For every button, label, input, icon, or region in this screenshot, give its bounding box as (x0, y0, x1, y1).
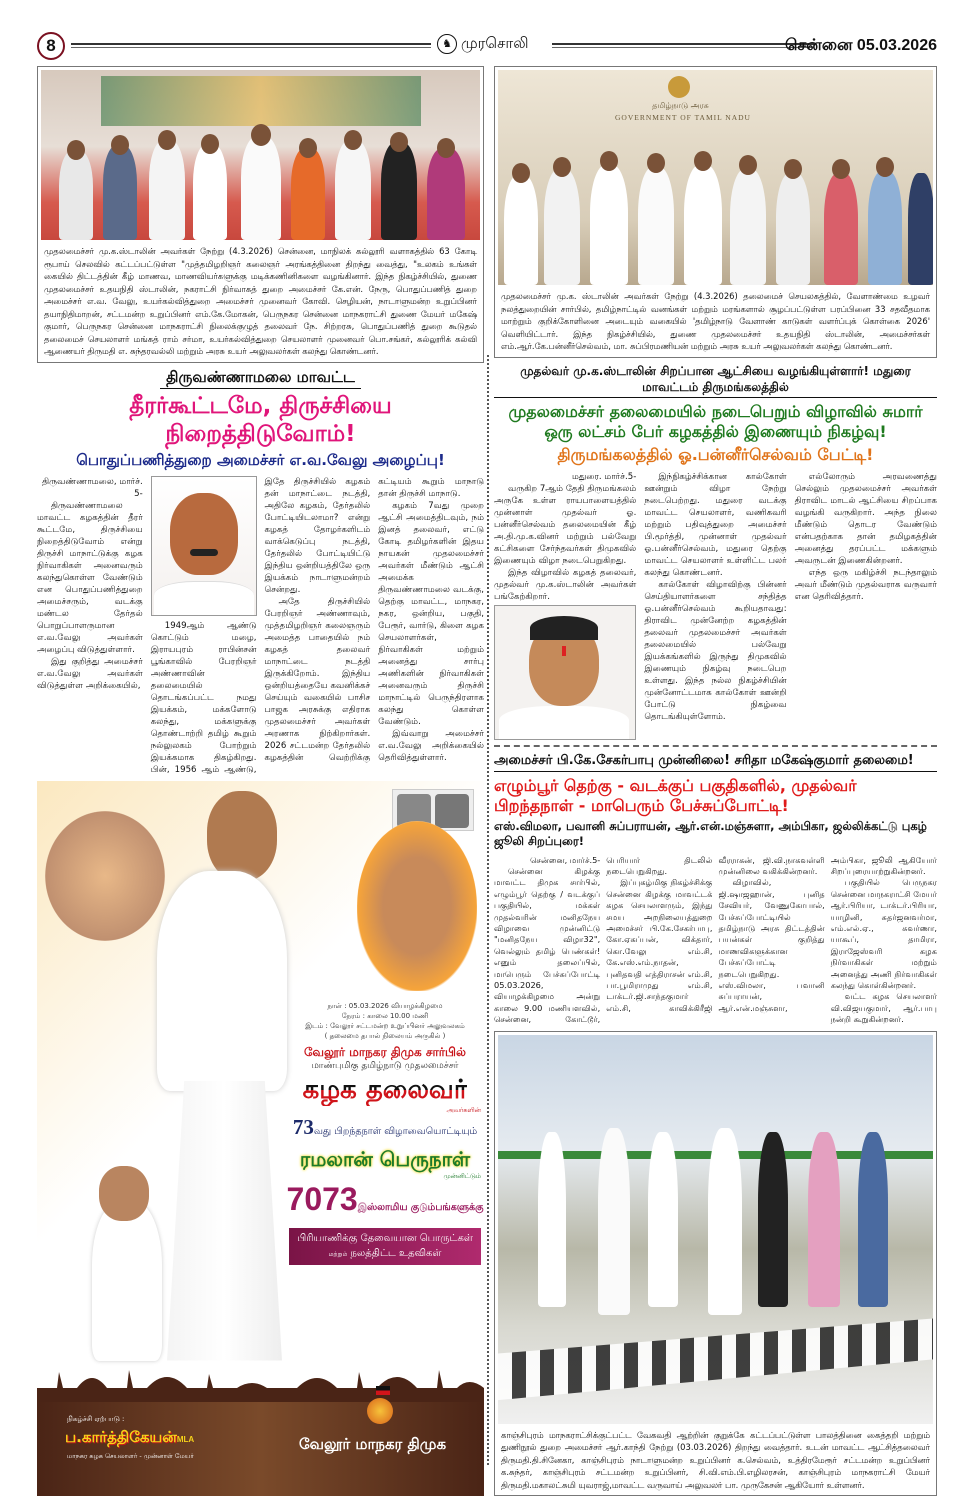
dateline: சென்னை, மார்ச்.5- (530, 854, 601, 865)
footer-org: வேலூர் மாநகர திமுக (299, 1435, 447, 1453)
band-and: மற்றும் (328, 1250, 348, 1258)
article-body (494, 471, 937, 740)
header-rule (71, 43, 431, 48)
band-line-1: பிரியாணிக்கு தேவையான பொருட்கள் (297, 1232, 473, 1244)
paragraph: கால்கோள் விழாவிற்கு பின்னர் செய்தியாளர்களை சந்தித்த ஓ.பன்னீர்செல்வம் கூறியதாவது: திராவிட முன்னேற்ற கழகத்தின் தலைவர் முதலமைச்சர் அவர்கள் தலைமையில் பல்வேறு இயக்கங்களில் இருந்து திமுகவில் இணையும் நிகழ்வு நடைபெற உள்ளது. இந்த நல்ல நிகழ்ச்சியின் முன்னோட்டமாக கால்கோள் ஊன்றி போட்டு நிகழ்வை தொடங்கியுள்ளோம். (644, 579, 787, 722)
photo-caption: முதலமைச்சர் மு.க. ஸ்டாலின் அவர்கள் நேற்று (4.3.2026) தலைமைச் செயலகத்தில், வேளாண்மை உழவர் நலத்துறையின் சார்பில், தமிழ்நாட்டில் வனங்கள் மற்றும் மரங்களால் சூழப்பட்டுள்ள பரப்பினை 33 சதவீதமாக மாற்றும் குறிக்கோளினை அடையும் வகையில் 'தமிழ்நாடு வேளாண் காடுகள் வளர்ப்புக் கொள்கை 2026' வெளியிட்டார். இந்த நிகழ்ச்சியில், துணை முதலமைச்சர் உதயநிதி ஸ்டாலின், அமைச்சர்கள் எம்.ஆர்.கே.பன்னீர்செல்வம், மா. சுப்பிரமணியன் மற்றும் அரசு உயர் அலுவலர்கள் கலந்து கொண்டனர். (501, 291, 930, 351)
paragraph: 1949ஆம் ஆண்டு கொட்டும் மழை, இராயபுரம் ராபின்சன் பூங்காவில் பேரறிஞர் அண்ணாவின் தலைமையில் தொடங்கப்பட்ட நமது இயக்கம், மக்களோடு கலந்து, மக்களுக்கு தொண்டாற்றி தமிழ் கூறும் நல்லுலகம் போற்றும் இயக்கமாக திகழ்கிறது. பின், 1956 ஆம் ஆண்டு, இதே திருச்சியில் கழகம் தன் மாநாட்டை நடத்தி, அதிலே கழகம், தேர்தலில் போட்டியிடலாமா? என்று கழகத் தோழர்களிடம் வாக்கெடுப்பு நடத்தி, தேர்தலில் போட்டியிட்டு இந்திய ஒன்றியத்திலே ஒரு இயக்கம் நாடாளுமன்றம் சென்றது. (150, 476, 371, 775)
event-venue: இடம் : வேலூர் சட்டமன்ற உறுப்பினர் அலுவலகம் (305, 1021, 465, 1030)
article-subhead: எஸ்.விமலா, பவானி சுப்பராயன், ஆர்.என்.மஞ்சுளா, அம்பிகா, ஜல்லிக்கட்டு புகழ் ஜூலி சிறப்புரை! (494, 818, 927, 848)
paragraph: திருவண்ணாமலை மாவட்ட கழகத்தின் தீரர் கூட்டமே, திருச்சியை நிறைத்திடுவோம் என்று திருச்சி மாநாட்டுக்கு கழக நிர்வாகிகள் அனைவரும் கலந்துகொள்ள வேண்டும் என பொதுப்பணித்துறை அமைச்சரும், வடக்கு மண்டல தேர்தல் பொறுப்பாளருமான எ.வ.வேலு அவர்கள் அழைப்பு விடுத்துள்ளார். (37, 500, 143, 655)
article-headline: எழும்பூர் தெற்கு - வடக்குப் பகுதிகளில், முதல்வர் பிறந்தநாள் - மாபெரும் பேச்சுப்போட்டி! (494, 775, 857, 815)
top-left-photo-story (37, 66, 484, 363)
article-egmore (494, 752, 937, 1026)
article-body (37, 476, 484, 776)
paragraph: இது குறித்து அமைச்சர் எ.வ.வேலு அவர்கள் விடுத்துள்ள அறிக்கையில், (37, 656, 143, 691)
mosque-skyline-icon (37, 1366, 484, 1402)
page-number: 8 (37, 32, 65, 60)
column-divider (487, 355, 489, 1465)
ad-host: வேலூர் மாநகர திமுக சார்பில் (304, 1044, 466, 1059)
paragraph: இப்புகழ்மிகு நிகழ்ச்சிக்கு சென்னை கிழக்கு மாவட்டக் கழக செயலாளரும், இந்து சமய அறநிலையத்துறை அமைச்சர் பி.கே.சேகர்பாபு, கோ.ஏகப்பன், விக்தார், கொ.வேலு எம்.சி, கே.எஸ்.எம்.நாதன், புனிதவதி எத்திராசன் எம்.சி, பா.பூமிராமுது எம்.சி, டாக்டர்.ஜி.சாந்தகுமார் எம்.சி, காவிக்கிரீஜி வீரராகன், ஜி.வி.நாகவள்ளி முன்னிலை வகிக்கின்றனர். (606, 854, 825, 1013)
bridge-railing (498, 1307, 933, 1424)
paragraph: கழகம் 7வது முறை ஆட்சி அமைத்திடவும், நம் இனத் தலைவர், எட்டு கோடி தமிழர்களின் இதய நாயகன் முதலமைச்சர் அவர்கள் மீண்டும் ஆட்சி அமைக்க திருவண்ணாமலை வடக்கு, தெற்கு மாவட்ட, மாநகர, நகர, ஒன்றிய, பகுதி, பேரூர், வார்டு, கிளை கழக செயலாளர்கள், நிர்வாகிகள் மற்றும் அனைத்து சார்பு அணிகளின் நிர்வாகிகள் அனைவரும் திருச்சி மாநாட்டில் பெருந்திரளாக கலந்து கொள்ள வேண்டும். (378, 500, 484, 727)
article-subhead: திருமங்கலத்தில் ஓ.பன்னீர்செல்வம் பேட்டி! (557, 444, 874, 464)
government-banner: தமிழ்நாடு அரசு (652, 101, 709, 110)
paragraph: இந்த விழாவில் கழகத் தலைவர், முதல்வர் மு.க.ஸ்டாலின் அவர்கள் பங்கேற்கிறார். (494, 567, 637, 602)
murasoli-logo-icon: ♞ (437, 34, 457, 54)
birthday-advertisement (37, 781, 484, 1497)
article-kicker: திருவண்ணாமலை மாவட்ட (160, 368, 361, 389)
paragraph: பகுதியில் பெருநகர சென்னை மாநகராட்சி மேயர் ஆர்.பிரியா, டாக்டர்.பிரியா, யாழினி, சுதர்ஜனவர்மா, எம்.எல்.ஏ., சுவர்ணா, யாகூப், தாமிரா, இராஜேஸ்வரி கழக நிர்வாகிகள் மற்றும் அனைத்து அணி நிர்வாகிகள் கலந்து கொள்கின்றனர். (830, 877, 937, 990)
article-kicker: அமைச்சர் பி.கே.சேகர்பாபு முன்னிலை! சரிதா மகேஷ்குமார் தலைமை! (494, 752, 937, 772)
child-figure (92, 1201, 162, 1361)
event-date: நாள் : 05.03.2026 வியாழக்கிழமை (327, 1001, 443, 1010)
birthday-text: வது பிறந்தநாள் விழாவையொட்டியும் (313, 1125, 478, 1137)
organizer-name: ப.கார்த்திகேயன் (65, 1428, 177, 1446)
paragraph: இவ்வாறு அமைச்சர் எ.வ.வேலு அறிக்கையில் தெரிவித்துள்ளார். (378, 728, 484, 763)
udhayanidhi-portrait (357, 821, 477, 991)
paragraph: வருகிற 7ஆம் தேதி திருமங்கலம் அருகே உள்ள ராயபாளையத்தில் முன்னாள் முதல்வர் ஓ. பன்னீர்செல்வம் தலைமையின் கீழ் அ.தி.மு.க.வினர் மற்றும் பல்வேறு கட்சிகளை சேர்ந்தவர்கள் திமுகவில் இணையும் விழா நடைபெறுகிறது. (494, 483, 637, 566)
stalin-head (207, 791, 277, 881)
ad-festival-suffix: முன்னிட்டும் (443, 1171, 481, 1180)
article-tirumangalam (494, 363, 937, 740)
government-banner-en: GOVERNMENT OF TAMIL NADU (615, 113, 751, 122)
ad-title: கழக தலைவர் (302, 1074, 468, 1105)
photo-caption: முதலமைச்சர் மு.க.ஸ்டாலின் அவர்கள் நேற்று (4.3.2026) சென்னை, மாநிலக் கல்லூரி வளாகத்தில் 63 கோடி ரூபாய் செலவில் கட்டப்பட்டுள்ள "முத்தமிழறிஞர் கலைஞர் அரங்கத்தினை திறந்து வைத்து, "உலகம் உங்கள் கையில் திட்டத்தின் கீழ் மாணவ, மாணவியர்களுக்கு மடிக்கணினிகளை வழங்கினார். இந்த நிகழ்ச்சியில், துணை முதலமைச்சர் உதயநிதி ஸ்டாலின், நகராட்சி நிர்வாகத் துறை அமைச்சர் கே.என். நேரு, பொதுப்பணித் துறை அமைச்சர் எ.வ. வேலு, உயர்கல்வித்துறை அமைச்சர் முனைவர் கோவி. செழியன், நாடாளுமன்ற உறுப்பினர் தயாநிதிமாறன், சட்டமன்ற உறுப்பினர் எம்.கே.மோகன், பெருநகர சென்னை மாநகராட்சி துணை மேயர் மகேஷ் குமார், பெருநகர சென்னை மாநகராட்சி நிலைக்குழுத் தலைவர் நே. சிற்றரசு, பொதுப்பணித் துறை கூடுதல் தலைமைச் செயலாளர் மங்கத் ராம் சர்மா, உயர்கல்வித்துறை செயலாளர் முனைவர் பொ.சங்கர், கல்லூரிக் கல்வி ஆணையர் திருமதி எ. சுந்தரவல்லி மற்றும் அரசு உயர் அலுவலர்கள் கலந்து கொண்டனர். (44, 246, 477, 356)
event-time: நேரம் : காலை 10.00 மணி (341, 1011, 429, 1020)
masthead-title: முரசொலி (461, 34, 529, 52)
organizer-suffix: MLA (176, 1435, 195, 1444)
right-column (494, 66, 937, 1496)
event-photo (41, 70, 480, 240)
ad-text-stack (286, 1001, 484, 1265)
event-photo (498, 70, 933, 285)
paragraph: சென்னை கிழக்கு மாவட்ட திமுக சார்பில், எழும்பூர் தெற்கு / வடக்குப் பகுதியில், மக்கள் முதல்வரின் மனிதநேய விழாவை முன்னிட்டு "மனிதநேய விழா32", வெல்லும் தமிழ் பெண்கள்! எனும் தலைப்பில், மாபெரும் பேச்சுப்போட்டி 05.03.2026, வியாழக்கிழமை அன்று காலை 9.00 மணியளவில், சென்னை, கோட்டூர், பெரியார் திடலில் நடைபெறுகிறது. (494, 854, 713, 1025)
article-tiruvannamalai (37, 368, 484, 776)
ad-offer-band (289, 1228, 481, 1265)
event-photo (498, 1035, 933, 1424)
top-right-photo-story (494, 66, 937, 358)
article-body (494, 855, 937, 1026)
organizer (65, 1426, 194, 1448)
article-headline: முதலமைச்சர் தலைமையில் நடைபெறும் விழாவில் சுமார் ஒரு லட்சம் பேர் கழகத்தில் இணையும் நிகழ்வு! (508, 401, 923, 441)
stage-banner (101, 76, 421, 126)
article-subhead: பொதுப்பணித்துறை அமைச்சர் எ.வ.வேலு அழைப்பு! (76, 450, 445, 469)
left-column (37, 66, 484, 1496)
birthday-number: 73 (292, 1114, 314, 1139)
tn-emblem-icon (668, 76, 690, 98)
family-count: 7073 (286, 1180, 358, 1217)
ad-title-suffix: அவர்களின் (446, 1105, 481, 1114)
bridge-opening-photo-story (494, 1031, 937, 1496)
paragraph: எல்லோரும் அரவணைத்து செல்லும் முதலமைச்சர் அவர்கள் திராவிட மாடல் ஆட்சியை சிறப்பாக வழங்கி வருகிறார். அந்த நிலை மீண்டும் தொடர வேண்டும் என்பதற்காக தான் தமிழகத்தின் அனைத்து தரப்பட்ட மக்களும் அவருடன் இணைகின்றனர். (794, 471, 937, 566)
organizer-label: நிகழ்ச்சி ஏற்பாடு : (67, 1415, 125, 1423)
organizer-role: மாநகர கழக செயலாளர் - முன்னாள் மேயர் (67, 1452, 194, 1460)
count-text: இஸ்லாமிய குடும்பங்களுக்கு (357, 1201, 484, 1213)
minister-portrait (151, 476, 257, 616)
header-rule (552, 43, 814, 48)
photo-caption: காஞ்சிபுரம் மாநகராட்சிக்குட்பட்ட வேகவதி ஆற்றின் குறுக்கே கட்டப்பட்டுள்ள பாலத்தினை கைத்தறி மற்றும் துணிநூல் துறை அமைச்சர் ஆர்.காந்தி நேற்று (03.03.2026) திறந்து வைத்தார். உடன் மாவட்ட ஆட்சித்தலைவர் திருமதி.தி.சினேகா, காஞ்சிபுரம் நாடாளுமன்ற உறுப்பினர் க.செல்வம், உத்திரமேரூர் சட்டமன்ற உறுப்பினர் க.சுந்தர், காஞ்சிபுரம் சட்டமன்ற உறுப்பினர், சி.வி.எம்.பி.எழிலரசன், காஞ்சிபுரம் மாநகராட்சி மேயர் திருமதி.மகாலட்சுமி யுவராஜ்,மாவட்ட வருவாய் அலுவலர் பா. முருகேசன் ஆகியோர் உள்ளனர். (501, 1429, 930, 1490)
dhoti (167, 1081, 282, 1361)
paragraph: விழாவில், ஜி.ஷாஜஹான், புனித சேவியர், வேணுகோபால், பேச்சுப்போட்டியில் தமிழ்நாடு அரசு திட்டத்தின் பயன்கள் குறித்து மாணவிகளுக்கான பேச்சுப்போட்டி நடைபெறுகிறது. எஸ்.விமலா, பவானி சுப்பராயன், ஆர்.என்.மஞ்சுளா, அம்பிகா, ஜூலி ஆகியோர் சிறப்புரையாற்றுகின்றனர். (718, 854, 937, 1013)
section-divider (494, 745, 937, 747)
dateline: மதுரை. மார்ச்.5- (571, 471, 637, 482)
paragraph: எந்த ஒரு மகிழ்ச்சி நடந்தாலும் அவர் மீண்டும் முதல்வராக வருவார் என தெரிவித்தார். (794, 567, 937, 602)
band-line-2: நலத்திட்ட உதவிகள் (350, 1247, 442, 1259)
event-landmark: ( தலைமை தபால் நிலையம் அருகில் ) (324, 1031, 446, 1040)
mosque-skyline-footer (37, 1396, 484, 1496)
ops-portrait (494, 605, 636, 740)
child-head (99, 1166, 149, 1221)
ad-birthday (293, 1115, 477, 1144)
stalin-figure (157, 871, 287, 1091)
page-header (37, 30, 937, 62)
dmk-flag-emblem-icon (367, 1398, 393, 1424)
article-kicker: முதல்வர் மு.க.ஸ்டாலின் சிறப்பான ஆட்சியை வழங்கியுள்ளார்! மதுரை மாவட்டம் திருமங்கலத்தில் (494, 363, 937, 398)
dateline: திருவண்ணாமலை, மார்ச். 5- (42, 476, 143, 499)
edition-date: சென்னை 05.03.2026 (784, 37, 937, 54)
article-headline: தீரர்கூட்டமே, திருச்சியை நிறைத்திடுவோம்! (129, 392, 392, 447)
paragraph: அதே திருச்சியில் பேரறிஞர் அண்ணாவும், முத்தமிழறிஞர் கலைஞரும் அமைத்த பாதையில் நம் கழகத் தலைவர் மாநாட்டை நடத்தி இருக்கிறோம். இந்திய ஒன்றியத்தையே கவனிக்கச் செய்யும் வகையில் பாசிச பாஜக அரசுக்கு எதிராக முதலமைச்சர் அவர்கள் அரணாக நிற்கிறார்கள். 2026 சட்டமன்ற தேர்தலில் கழகத்தின் வெற்றிக்கு கட்டியம் கூறும் மாநாடு தான் திருச்சி மாநாடு. (264, 476, 484, 763)
ad-festival: ரமலான் பெருநாள் (299, 1146, 471, 1171)
ad-count (287, 1181, 484, 1226)
paragraph: வட்ட கழக செயலாளர் வி.விஜயகுமார், ஆர்.பாபு நன்றி கூறுகின்றனர். (830, 991, 937, 1025)
ad-honorific: மாண்புமிகு தமிழ்நாடு முதலமைச்சர் (311, 1060, 459, 1071)
kalaignar-portrait (45, 811, 165, 941)
paragraph: இந்நிகழ்ச்சிக்கான கால்கோள் ஊன்றும் விழா நேற்று நடைபெற்றது. மதுரை வடக்கு மாவட்ட செயலாளர், வணிகவரி மற்றும் பதிவுத்துறை அமைச்சர் பி.மூர்த்தி, முன்னாள் முதல்வர் ஓ.பன்னீர்செல்வம், மதுரை தெற்கு மாவட்ட செயலாளர் உள்ளிட்ட பலர் கலந்து கொண்டனர். (644, 471, 787, 578)
event-details (305, 1001, 464, 1041)
masthead (437, 34, 529, 54)
